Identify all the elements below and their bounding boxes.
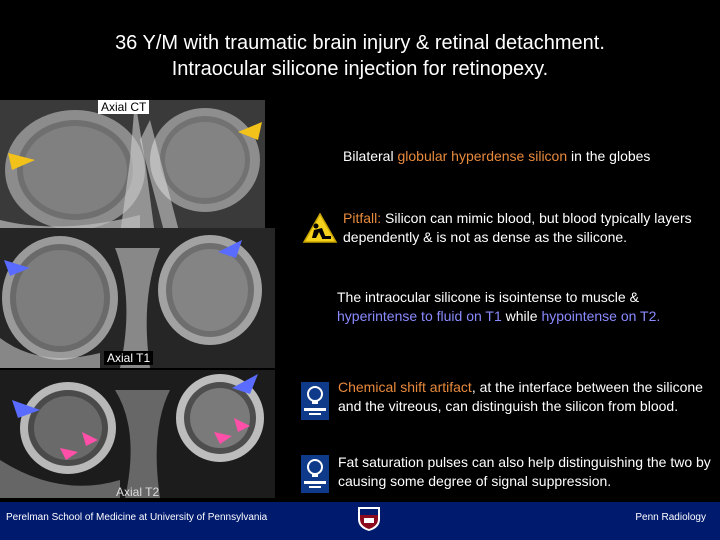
axial-ct-image: [0, 100, 265, 235]
quick-tip-icon: [301, 455, 329, 493]
bilateral-text: [343, 147, 713, 166]
bilateral-post: in the globes: [567, 148, 651, 164]
fat-body: Fat saturation pulses can also help distinguishing the two by causing some degree of signal suppression.: [338, 454, 711, 489]
footer-department: Penn Radiology: [635, 512, 706, 523]
axial-t2-label: Axial T2: [116, 485, 160, 499]
footer-institution: Perelman School of Medicine at University of Pennsylvania: [6, 512, 268, 523]
chem-highlight: Chemical shift artifact: [338, 379, 472, 395]
warning-icon: [302, 212, 338, 244]
chem-body: , at the interface between the silicone and the vitreous, can distinguish the silicon from blood.: [338, 379, 703, 414]
bilateral-highlight: globular hyperdense silicon: [397, 148, 568, 164]
axial-t1-label: Axial T1: [104, 351, 153, 365]
pitfall-text: [343, 209, 718, 247]
axial-ct-label: Axial CT: [98, 100, 149, 114]
intra-pre: The intraocular silicone is isointense to muscle &: [337, 289, 639, 305]
pitfall-label: Pitfall:: [343, 210, 382, 226]
pitfall-body: Silicon can mimic blood, but blood typically layers dependently & is not as dense as the silicone.: [343, 210, 692, 245]
axial-t1-image: [0, 228, 275, 368]
fat-saturation-text: [338, 453, 718, 491]
intra-mid: while: [501, 308, 542, 324]
university-shield-icon: [356, 505, 382, 532]
intraocular-text: [337, 288, 717, 326]
title-line-1: 36 Y/M with traumatic brain injury & retinal detachment.: [115, 32, 605, 54]
chemical-shift-text: [338, 378, 713, 416]
axial-t2-image: [0, 370, 275, 498]
intra-highlight-t2: hypointense on T2.: [541, 308, 661, 324]
quick-tip-icon: [301, 382, 329, 420]
intra-highlight-t1: hyperintense to fluid on T1: [337, 308, 502, 324]
slide-title: [0, 30, 720, 82]
title-line-2: Intraocular silicone injection for retinopexy.: [171, 58, 549, 80]
bilateral-pre: Bilateral: [343, 148, 398, 164]
